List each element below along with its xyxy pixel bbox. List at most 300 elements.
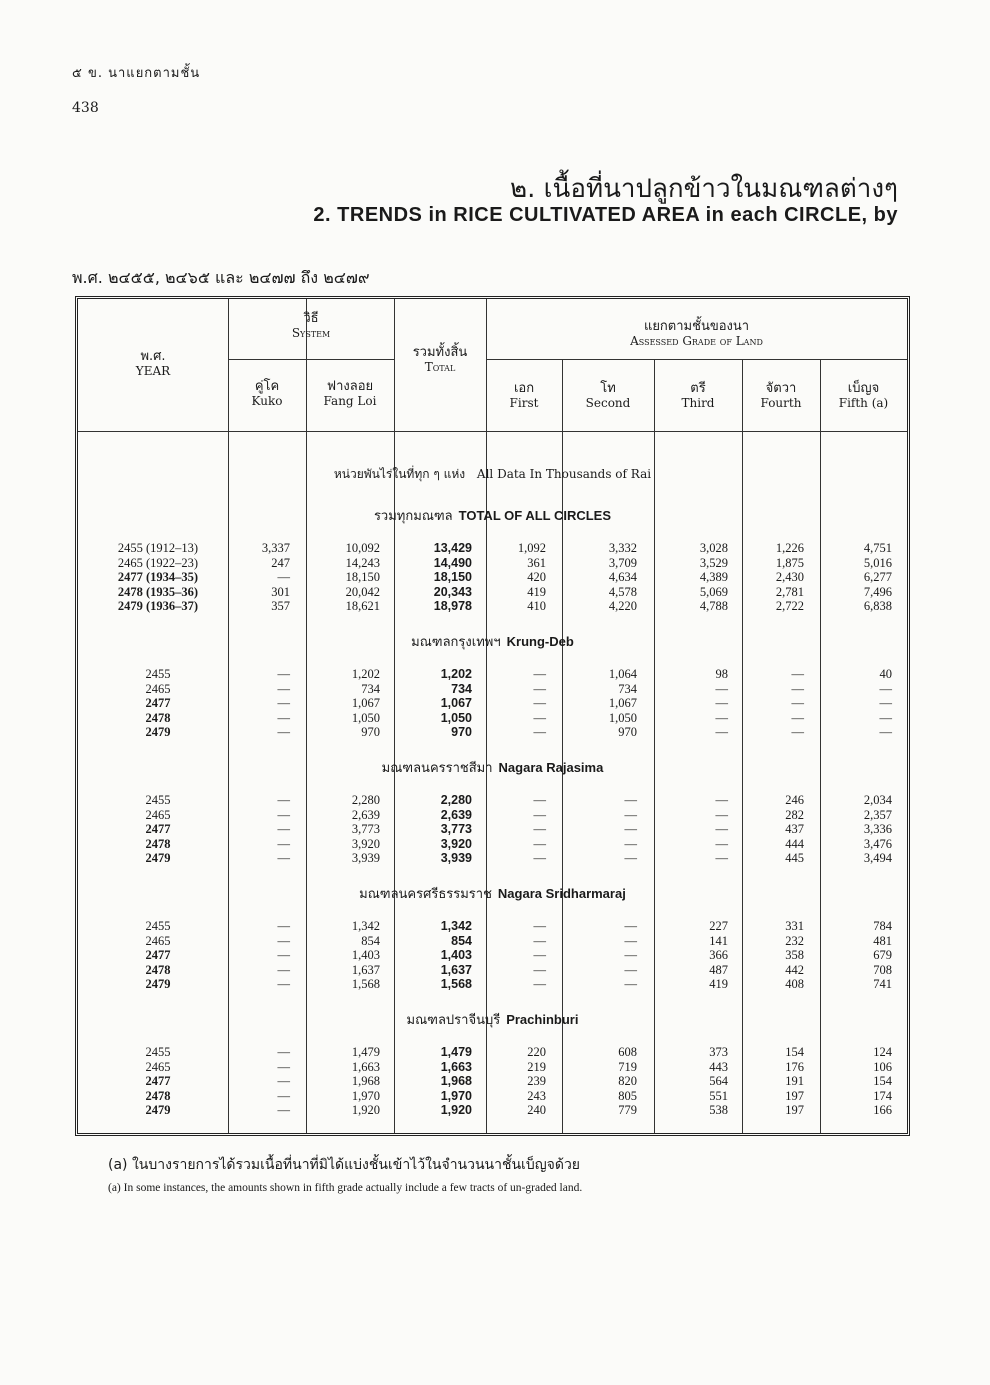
fang-loi-cell: 1,663 [351, 1059, 380, 1074]
first-grade-cell: — [533, 696, 546, 710]
fang-loi-cell: 1,403 [351, 948, 380, 962]
kuko-cell: — [277, 948, 290, 962]
year-cell: 2477 [145, 696, 171, 710]
total-cell: 20,343 [433, 584, 472, 599]
table-row [78, 585, 907, 599]
fifth-grade-cell: 174 [873, 1088, 892, 1103]
third-grade-cell: 141 [709, 933, 728, 948]
fang-loi-cell: 18,621 [345, 599, 380, 613]
header-third-en: Third [681, 396, 715, 410]
table-row [78, 667, 907, 681]
header-fang-loi-en: Fang Loi [323, 394, 377, 408]
first-grade-cell: — [533, 836, 546, 851]
first-grade-cell: 419 [527, 584, 546, 599]
fourth-grade-cell: 1,226 [775, 541, 804, 555]
first-grade-cell: — [533, 710, 546, 725]
first-grade-cell: — [533, 948, 546, 962]
header-fifth-en: Fifth (a) [838, 396, 889, 410]
second-grade-cell: 4,220 [608, 599, 637, 613]
year-cell: 2477 [145, 948, 171, 962]
fifth-grade-cell: 106 [873, 1059, 892, 1074]
fang-loi-cell: 3,920 [351, 836, 380, 851]
total-cell: 13,429 [433, 541, 472, 555]
third-grade-cell: 487 [709, 962, 728, 977]
second-grade-cell: — [624, 822, 637, 836]
third-grade-cell: 443 [709, 1059, 728, 1074]
header-first-thai: เอก [513, 381, 535, 396]
second-grade-cell: — [624, 977, 637, 991]
second-grade-cell: 970 [618, 725, 637, 739]
fourth-grade-cell: — [791, 710, 804, 725]
fifth-grade-cell: 7,496 [863, 584, 892, 599]
section-heading-thai: รวมทุกมณฑล [373, 509, 453, 524]
fifth-grade-cell: 6,838 [863, 599, 892, 613]
header-fifth-thai: เบ็ญจ [847, 381, 880, 396]
section-heading-en: Nagara Rajasima [498, 760, 604, 775]
table-row [78, 556, 907, 570]
fifth-grade-cell: 3,336 [863, 822, 892, 836]
header-system-en: System [291, 326, 331, 340]
section-heading-thai: มณฑลนครราชสีมา [381, 761, 493, 776]
fang-loi-cell: 1,342 [351, 919, 380, 933]
fifth-grade-cell: 708 [873, 962, 892, 977]
first-grade-cell: — [533, 667, 546, 681]
second-grade-cell: 4,634 [608, 570, 637, 584]
first-grade-cell: 240 [527, 1103, 546, 1117]
running-head: ๕ ข. นาแยกตามชั้น [72, 66, 201, 81]
year-cell: 2477 [145, 1074, 171, 1088]
fang-loi-cell: 1,202 [351, 667, 380, 681]
header-third-thai: ตรี [690, 381, 706, 396]
total-cell: 1,050 [440, 710, 472, 725]
fifth-grade-cell: 2,357 [863, 807, 892, 822]
header-second-en: Second [585, 396, 631, 410]
fang-loi-cell: 970 [361, 725, 380, 739]
table-row [78, 682, 907, 696]
unit-note-en: All Data In Thousands of Rai [476, 467, 652, 481]
fifth-grade-cell: — [879, 710, 892, 725]
third-grade-cell: 4,389 [699, 570, 728, 584]
table-row [78, 837, 907, 851]
fifth-grade-cell: 784 [873, 919, 892, 933]
first-grade-cell: — [533, 822, 546, 836]
fourth-grade-cell: 442 [785, 962, 804, 977]
years-subtitle-thai: พ.ศ. ๒๔๕๕, ๒๔๖๕ และ ๒๔๗๗ ถึง ๒๔๗๙ [72, 268, 370, 287]
kuko-cell: — [277, 851, 290, 865]
fifth-grade-cell: 124 [873, 1045, 892, 1059]
fifth-grade-cell: — [879, 725, 892, 739]
year-cell: 2478 [145, 836, 171, 851]
year-cell: 2479 [145, 977, 171, 991]
year-cell: 2455 (1912–13) [117, 541, 199, 555]
section-heading-en: TOTAL OF ALL CIRCLES [458, 508, 612, 523]
header-rule [228, 359, 394, 360]
header-year-en: YEAR [135, 364, 171, 378]
kuko-cell: 247 [271, 555, 290, 570]
fourth-grade-cell: 176 [785, 1059, 804, 1074]
third-grade-cell: — [715, 807, 728, 822]
year-cell: 2455 [145, 667, 171, 681]
total-cell: 3,939 [440, 851, 472, 865]
kuko-cell: — [277, 977, 290, 991]
total-cell: 1,479 [440, 1045, 472, 1059]
first-grade-cell: — [533, 962, 546, 977]
header-total-thai: รวมทั้งสิ้น [412, 345, 468, 360]
second-grade-cell: 805 [618, 1088, 637, 1103]
fifth-grade-cell: 154 [873, 1074, 892, 1088]
header-grade [486, 319, 907, 349]
fang-loi-cell: 1,637 [351, 962, 380, 977]
kuko-cell: — [277, 1074, 290, 1088]
fifth-grade-cell: 679 [873, 948, 892, 962]
third-grade-cell: — [715, 710, 728, 725]
third-grade-cell: 3,529 [699, 555, 728, 570]
fang-loi-cell: 1,920 [351, 1103, 380, 1117]
second-grade-cell: 779 [618, 1103, 637, 1117]
second-grade-cell: 820 [618, 1074, 637, 1088]
table-row [78, 1045, 907, 1059]
second-grade-cell: 3,709 [608, 555, 637, 570]
footnote-thai: (a) ในบางรายการได้รวมเนื้อที่นาที่มิได้แบ่งชั้นเข้าไว้ในจำนวนนาชั้นเบ็ญจด้วย [108, 1157, 581, 1173]
third-grade-cell: 419 [709, 977, 728, 991]
section-heading-en: Prachinburi [506, 1012, 579, 1027]
fang-loi-cell: 734 [361, 681, 380, 696]
fang-loi-cell: 1,479 [351, 1045, 380, 1059]
header-fourth [742, 381, 820, 411]
kuko-cell: — [277, 570, 290, 584]
fifth-grade-cell: 4,751 [863, 541, 892, 555]
data-table [75, 296, 910, 1136]
kuko-cell: 3,337 [261, 541, 290, 555]
section-heading [78, 757, 907, 778]
kuko-cell: — [277, 667, 290, 681]
table-row [78, 1089, 907, 1103]
table-row [78, 541, 907, 555]
header-system [228, 311, 394, 341]
header-fourth-en: Fourth [760, 396, 802, 410]
unit-note [78, 465, 907, 484]
fourth-grade-cell: 358 [785, 948, 804, 962]
first-grade-cell: 361 [527, 555, 546, 570]
second-grade-cell: — [624, 933, 637, 948]
fourth-grade-cell: 154 [785, 1045, 804, 1059]
header-second-thai: โท [600, 381, 616, 396]
kuko-cell: — [277, 681, 290, 696]
third-grade-cell: — [715, 725, 728, 739]
fourth-grade-cell: 2,781 [775, 584, 804, 599]
year-cell: 2465 (1922–23) [117, 555, 199, 570]
fourth-grade-cell: 445 [785, 851, 804, 865]
fourth-grade-cell: — [791, 667, 804, 681]
second-grade-cell: 719 [618, 1059, 637, 1074]
year-cell: 2455 [145, 793, 171, 807]
fang-loi-cell: 1,050 [351, 710, 380, 725]
kuko-cell: — [277, 1088, 290, 1103]
header-kuko [228, 379, 306, 409]
third-grade-cell: — [715, 822, 728, 836]
year-cell: 2477 (1934–35) [117, 570, 199, 584]
year-cell: 2465 [145, 807, 171, 822]
year-cell: 2465 [145, 681, 171, 696]
total-cell: 18,150 [433, 570, 472, 584]
fifth-grade-cell: 741 [873, 977, 892, 991]
year-cell: 2479 (1936–37) [117, 599, 199, 613]
table-row [78, 725, 907, 739]
section-heading [78, 883, 907, 904]
header-kuko-en: Kuko [251, 394, 283, 408]
third-grade-cell: 5,069 [699, 584, 728, 599]
table-row [78, 1103, 907, 1117]
table-row [78, 948, 907, 962]
table-row [78, 934, 907, 948]
fang-loi-cell: 3,773 [351, 822, 380, 836]
second-grade-cell: — [624, 851, 637, 865]
second-grade-cell: — [624, 793, 637, 807]
fifth-grade-cell: 5,016 [863, 555, 892, 570]
first-grade-cell: — [533, 933, 546, 948]
first-grade-cell: — [533, 681, 546, 696]
section-heading [78, 1009, 907, 1030]
fourth-grade-cell: 331 [785, 919, 804, 933]
table-row [78, 963, 907, 977]
second-grade-cell: 1,050 [608, 710, 637, 725]
year-cell: 2479 [145, 851, 171, 865]
fourth-grade-cell: 437 [785, 822, 804, 836]
fourth-grade-cell: — [791, 681, 804, 696]
fourth-grade-cell: 197 [785, 1103, 804, 1117]
kuko-cell: — [277, 793, 290, 807]
kuko-cell: — [277, 1045, 290, 1059]
fifth-grade-cell: 2,034 [863, 793, 892, 807]
first-grade-cell: — [533, 807, 546, 822]
second-grade-cell: — [624, 948, 637, 962]
fourth-grade-cell: 444 [785, 836, 804, 851]
second-grade-cell: 734 [618, 681, 637, 696]
fang-loi-cell: 1,970 [351, 1088, 380, 1103]
fourth-grade-cell: 2,430 [775, 570, 804, 584]
kuko-cell: — [277, 836, 290, 851]
section-heading-thai: มณฑลปราจีนบุรี [406, 1013, 501, 1028]
header-year-thai: พ.ศ. [140, 349, 166, 364]
kuko-cell: 301 [271, 584, 290, 599]
third-grade-cell: 366 [709, 948, 728, 962]
second-grade-cell: 1,067 [608, 696, 637, 710]
fourth-grade-cell: 232 [785, 933, 804, 948]
total-cell: 1,968 [440, 1074, 472, 1088]
first-grade-cell: — [533, 919, 546, 933]
fourth-grade-cell: 1,875 [775, 555, 804, 570]
year-cell: 2465 [145, 1059, 171, 1074]
first-grade-cell: 239 [527, 1074, 546, 1088]
table-row [78, 696, 907, 710]
third-grade-cell: 4,788 [699, 599, 728, 613]
total-cell: 14,490 [433, 555, 472, 570]
kuko-cell: — [277, 696, 290, 710]
header-bottom-rule [78, 431, 907, 432]
third-grade-cell: 564 [709, 1074, 728, 1088]
total-cell: 1,663 [440, 1059, 472, 1074]
third-grade-cell: 3,028 [699, 541, 728, 555]
header-fang-loi-thai: ฟางลอย [326, 379, 374, 394]
header-year [78, 349, 228, 379]
third-grade-cell: — [715, 836, 728, 851]
table-row [78, 977, 907, 991]
total-cell: 1,970 [440, 1088, 472, 1103]
footnote-english: (a) In some instances, the amounts shown in fifth grade actually include a few tracts of un-graded land. [108, 1182, 583, 1194]
kuko-cell: — [277, 933, 290, 948]
year-cell: 2478 [145, 962, 171, 977]
first-grade-cell: 410 [527, 599, 546, 613]
third-grade-cell: — [715, 696, 728, 710]
total-cell: 854 [451, 933, 472, 948]
second-grade-cell: — [624, 836, 637, 851]
unit-note-thai: หน่วยพันไร่ในที่ทุก ๆ แห่ง [333, 467, 466, 481]
total-cell: 1,920 [440, 1103, 472, 1117]
year-cell: 2455 [145, 919, 171, 933]
table-row [78, 599, 907, 613]
total-cell: 1,202 [440, 667, 472, 681]
total-cell: 2,280 [440, 793, 472, 807]
year-cell: 2477 [145, 822, 171, 836]
year-cell: 2465 [145, 933, 171, 948]
header-grade-thai: แยกตามชั้นของนา [643, 319, 750, 334]
total-cell: 18,978 [433, 599, 472, 613]
first-grade-cell: 420 [527, 570, 546, 584]
year-cell: 2455 [145, 1045, 171, 1059]
header-grade-en: Assessed Grade of Land [630, 334, 763, 348]
first-grade-cell: — [533, 793, 546, 807]
section-heading-en: Krung-Deb [506, 634, 574, 649]
fang-loi-cell: 1,968 [351, 1074, 380, 1088]
fifth-grade-cell: — [879, 681, 892, 696]
total-cell: 1,403 [440, 948, 472, 962]
kuko-cell: — [277, 710, 290, 725]
fifth-grade-cell: 481 [873, 933, 892, 948]
header-rule [486, 359, 907, 360]
table-row [78, 822, 907, 836]
fifth-grade-cell: 40 [879, 667, 892, 681]
title-english: 2. TRENDS in RICE CULTIVATED AREA in each CIRCLE, by [313, 204, 898, 226]
year-cell: 2479 [145, 1103, 171, 1117]
table-row [78, 711, 907, 725]
header-fifth [820, 381, 907, 411]
third-grade-cell: 98 [715, 667, 728, 681]
table-row [78, 793, 907, 807]
total-cell: 1,067 [440, 696, 472, 710]
header-total-en: Total [424, 360, 456, 374]
year-cell: 2479 [145, 725, 171, 739]
table-row [78, 808, 907, 822]
header-second [562, 381, 654, 411]
third-grade-cell: 538 [709, 1103, 728, 1117]
fifth-grade-cell: 3,476 [863, 836, 892, 851]
fifth-grade-cell: 3,494 [863, 851, 892, 865]
header-system-thai: วิธี [303, 311, 319, 326]
total-cell: 1,342 [440, 919, 472, 933]
fourth-grade-cell: 2,722 [775, 599, 804, 613]
total-cell: 1,568 [440, 977, 472, 991]
header-kuko-thai: คู่โค [254, 379, 280, 394]
third-grade-cell: — [715, 851, 728, 865]
total-cell: 3,920 [440, 836, 472, 851]
first-grade-cell: — [533, 851, 546, 865]
header-fang-loi [306, 379, 394, 409]
fifth-grade-cell: 6,277 [863, 570, 892, 584]
header-first-en: First [509, 396, 539, 410]
second-grade-cell: 608 [618, 1045, 637, 1059]
section-heading-thai: มณฑลกรุงเทพฯ [411, 635, 501, 650]
kuko-cell: — [277, 725, 290, 739]
year-cell: 2478 [145, 1088, 171, 1103]
total-cell: 734 [451, 681, 472, 696]
header-fourth-thai: จัตวา [765, 381, 797, 396]
fourth-grade-cell: 197 [785, 1088, 804, 1103]
page-number: 438 [72, 100, 99, 116]
first-grade-cell: — [533, 725, 546, 739]
fourth-grade-cell: — [791, 696, 804, 710]
year-cell: 2478 (1935–36) [117, 584, 199, 599]
second-grade-cell: 3,332 [608, 541, 637, 555]
fifth-grade-cell: 166 [873, 1103, 892, 1117]
kuko-cell: — [277, 962, 290, 977]
second-grade-cell: — [624, 962, 637, 977]
fifth-grade-cell: — [879, 696, 892, 710]
fang-loi-cell: 1,067 [351, 696, 380, 710]
fourth-grade-cell: 408 [785, 977, 804, 991]
third-grade-cell: — [715, 793, 728, 807]
table-row [78, 1060, 907, 1074]
fourth-grade-cell: 282 [785, 807, 804, 822]
total-cell: 2,639 [440, 807, 472, 822]
section-heading [78, 631, 907, 652]
third-grade-cell: 227 [709, 919, 728, 933]
third-grade-cell: — [715, 681, 728, 696]
fang-loi-cell: 20,042 [345, 584, 380, 599]
third-grade-cell: 373 [709, 1045, 728, 1059]
fang-loi-cell: 18,150 [345, 570, 380, 584]
first-grade-cell: 220 [527, 1045, 546, 1059]
header-third [654, 381, 742, 411]
kuko-cell: — [277, 1059, 290, 1074]
first-grade-cell: — [533, 977, 546, 991]
fourth-grade-cell: 191 [785, 1074, 804, 1088]
second-grade-cell: — [624, 919, 637, 933]
first-grade-cell: 219 [527, 1059, 546, 1074]
fourth-grade-cell: 246 [785, 793, 804, 807]
fang-loi-cell: 3,939 [351, 851, 380, 865]
second-grade-cell: — [624, 807, 637, 822]
first-grade-cell: 1,092 [517, 541, 546, 555]
kuko-cell: — [277, 919, 290, 933]
fourth-grade-cell: — [791, 725, 804, 739]
table-row [78, 1074, 907, 1088]
table-row [78, 570, 907, 584]
second-grade-cell: 1,064 [608, 667, 637, 681]
total-cell: 970 [451, 725, 472, 739]
section-heading-thai: มณฑลนครศรีธรรมราช [359, 887, 492, 902]
header-total [394, 345, 486, 375]
title-thai: ๒. เนื้อที่นาปลูกข้าวในมณฑลต่างๆ [510, 174, 898, 204]
kuko-cell: 357 [271, 599, 290, 613]
table-row [78, 851, 907, 865]
fang-loi-cell: 854 [361, 933, 380, 948]
fang-loi-cell: 2,639 [351, 807, 380, 822]
first-grade-cell: 243 [527, 1088, 546, 1103]
table-row [78, 919, 907, 933]
header-first [486, 381, 562, 411]
kuko-cell: — [277, 822, 290, 836]
kuko-cell: — [277, 1103, 290, 1117]
